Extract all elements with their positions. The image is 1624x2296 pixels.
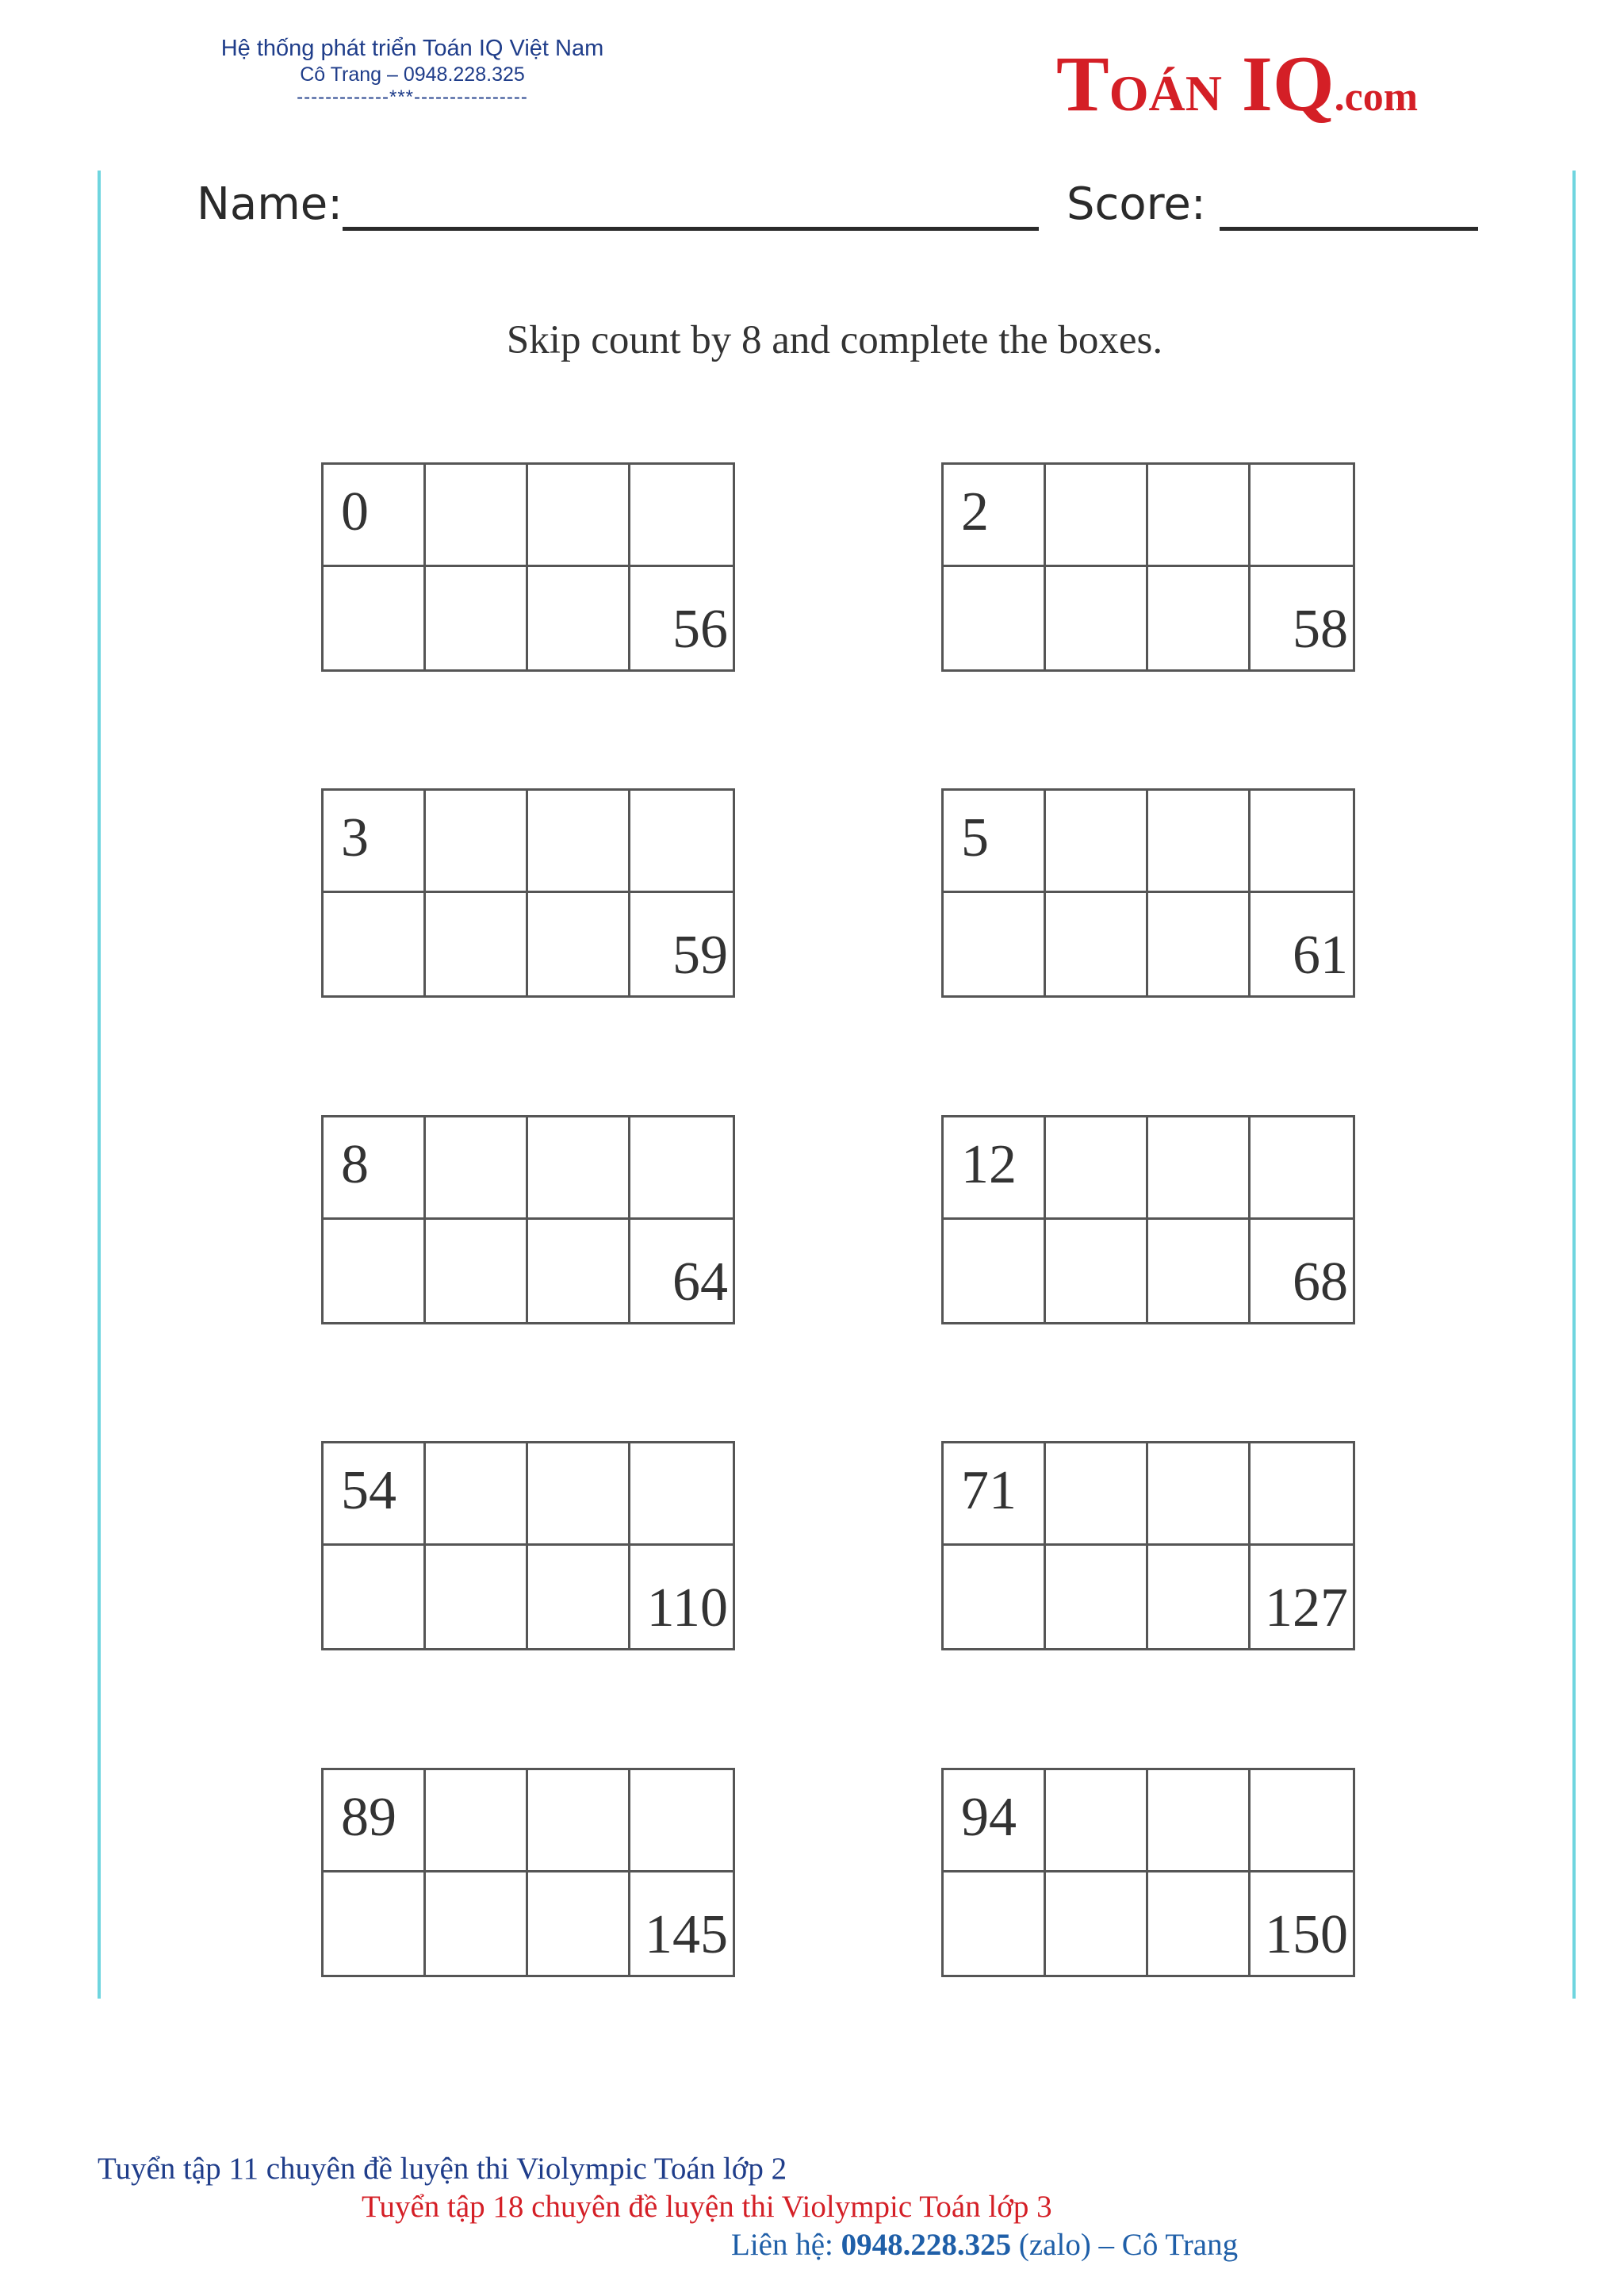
- grid-answer-box[interactable]: [630, 1443, 733, 1546]
- grid-answer-box[interactable]: [1046, 1117, 1148, 1220]
- grid-end-number: 127: [1265, 1577, 1348, 1639]
- grid-answer-box[interactable]: [1046, 465, 1148, 567]
- grid-answer-box[interactable]: [1046, 1220, 1148, 1322]
- grid-answer-box[interactable]: [528, 791, 630, 893]
- grid-start-number: 94: [944, 1770, 1046, 1872]
- grid-answer-box[interactable]: [528, 1220, 630, 1322]
- grid-start-number: 54: [324, 1443, 426, 1546]
- footer-contact-suffix: (zalo) – Cô Trang: [1011, 2228, 1239, 2262]
- footer-contact-prefix: Liên hệ:: [731, 2228, 841, 2262]
- grid-answer-box[interactable]: [1046, 791, 1148, 893]
- grid-answer-box[interactable]: [630, 465, 733, 567]
- grid-answer-box[interactable]: [630, 1770, 733, 1872]
- grid-answer-box[interactable]: [426, 1117, 528, 1220]
- footer-line-1: Tuyển tập 11 chuyên đề luyện thi Violympic Toán lớp 2: [98, 2152, 787, 2186]
- grid-start-number: 8: [324, 1117, 426, 1220]
- grid-end-number: 68: [1293, 1251, 1348, 1313]
- header-separator: -------------***----------------: [297, 86, 528, 108]
- logo-oan: OÁN: [1109, 65, 1222, 121]
- grid-answer-box[interactable]: [1046, 567, 1148, 669]
- grid-answer-box[interactable]: [1046, 1770, 1148, 1872]
- grid-answer-box[interactable]: [528, 1770, 630, 1872]
- grid-answer-box[interactable]: [1148, 1872, 1251, 1975]
- grid-answer-box[interactable]: [1251, 1443, 1353, 1546]
- grid-answer-box[interactable]: [528, 567, 630, 669]
- grid-answer-box[interactable]: [426, 893, 528, 995]
- grid-answer-box[interactable]: [1148, 893, 1251, 995]
- footer-line-3: [731, 2227, 1238, 2263]
- grid-answer-box[interactable]: [324, 1872, 426, 1975]
- grid-answer-box[interactable]: [528, 1117, 630, 1220]
- grid-answer-box[interactable]: [1046, 893, 1148, 995]
- grid-answer-box[interactable]: [944, 1546, 1046, 1648]
- grid-answer-box[interactable]: [1148, 1770, 1251, 1872]
- header-contact: Cô Trang – 0948.228.325: [300, 63, 525, 86]
- grid-answer-box[interactable]: [1251, 1770, 1353, 1872]
- grid-start-number: 3: [324, 791, 426, 893]
- skip-count-grid: [321, 1441, 735, 1650]
- grid-end-number: 145: [645, 1904, 728, 1965]
- grid-answer-box[interactable]: [1148, 465, 1251, 567]
- header-org-block: [182, 35, 642, 109]
- grid-answer-box[interactable]: [1251, 1117, 1353, 1220]
- grid-start-number: 0: [324, 465, 426, 567]
- grid-end-number: 59: [672, 925, 728, 986]
- grid-answer-box[interactable]: [1148, 567, 1251, 669]
- grid-answer-box[interactable]: [944, 1220, 1046, 1322]
- grid-answer-box[interactable]: [426, 1220, 528, 1322]
- header-org: Hệ thống phát triển Toán IQ Việt Nam: [220, 36, 604, 61]
- grid-answer-box[interactable]: [528, 1443, 630, 1546]
- grid-answer-box[interactable]: [426, 1443, 528, 1546]
- grid-answer-box[interactable]: [528, 1546, 630, 1648]
- grid-answer-box[interactable]: [1251, 791, 1353, 893]
- logo-iq: IQ: [1221, 40, 1335, 128]
- left-border-line: [98, 171, 101, 1999]
- grid-answer-box[interactable]: [944, 567, 1046, 669]
- grid-end-number: 56: [672, 599, 728, 660]
- grid-answer-box[interactable]: [426, 1770, 528, 1872]
- grid-answer-box[interactable]: [426, 567, 528, 669]
- grid-end-number: 61: [1293, 925, 1348, 986]
- grid-answer-box[interactable]: [1148, 1117, 1251, 1220]
- grid-answer-box[interactable]: [630, 1117, 733, 1220]
- grid-start-number: 89: [324, 1770, 426, 1872]
- grid-start-number: 12: [944, 1117, 1046, 1220]
- grid-answer-box[interactable]: [1148, 791, 1251, 893]
- grid-answer-box[interactable]: [1148, 1546, 1251, 1648]
- grid-answer-box[interactable]: [1148, 1443, 1251, 1546]
- grid-answer-box[interactable]: [426, 1546, 528, 1648]
- grid-answer-box[interactable]: [324, 1546, 426, 1648]
- grid-answer-box[interactable]: [324, 1220, 426, 1322]
- logo-t: T: [1056, 40, 1109, 128]
- skip-count-grid: [321, 462, 735, 672]
- footer-line-2: Tuyển tập 18 chuyên đề luyện thi Violympic Toán lớp 3: [362, 2190, 1052, 2224]
- grid-answer-box[interactable]: [1046, 1872, 1148, 1975]
- grid-end-number: 58: [1293, 599, 1348, 660]
- skip-count-grid: [321, 788, 735, 998]
- grid-answer-box[interactable]: [528, 893, 630, 995]
- grid-answer-box[interactable]: [1251, 465, 1353, 567]
- grid-answer-box[interactable]: [528, 1872, 630, 1975]
- grid-answer-box[interactable]: [1148, 1220, 1251, 1322]
- grid-answer-box[interactable]: [528, 465, 630, 567]
- score-field[interactable]: [1220, 227, 1478, 231]
- skip-count-grid: [941, 788, 1355, 998]
- grid-end-number: 150: [1265, 1904, 1348, 1965]
- grid-end-number: 64: [672, 1251, 728, 1313]
- grid-answer-box[interactable]: [324, 567, 426, 669]
- grid-answer-box[interactable]: [944, 893, 1046, 995]
- right-border-line: [1572, 171, 1576, 1999]
- grid-answer-box[interactable]: [944, 1872, 1046, 1975]
- name-label: Name:: [197, 178, 343, 230]
- grid-start-number: 2: [944, 465, 1046, 567]
- instruction: Skip count by 8 and complete the boxes.: [506, 318, 1163, 362]
- grid-answer-box[interactable]: [426, 791, 528, 893]
- skip-count-grid: [941, 1768, 1355, 1977]
- grid-answer-box[interactable]: [630, 791, 733, 893]
- skip-count-grid: [321, 1768, 735, 1977]
- grid-start-number: 5: [944, 791, 1046, 893]
- skip-count-grid: [941, 462, 1355, 672]
- grid-answer-box[interactable]: [426, 465, 528, 567]
- skip-count-grid: [941, 1115, 1355, 1324]
- grid-end-number: 110: [646, 1577, 728, 1639]
- logo-domain: .com: [1334, 75, 1419, 120]
- footer-phone: 0948.228.325: [841, 2228, 1012, 2262]
- score-label: Score:: [1067, 178, 1206, 230]
- skip-count-grid: [941, 1441, 1355, 1650]
- toaniq-logo: [1056, 38, 1418, 129]
- grid-answer-box[interactable]: [1046, 1546, 1148, 1648]
- grid-answer-box[interactable]: [1046, 1443, 1148, 1546]
- grid-start-number: 71: [944, 1443, 1046, 1546]
- grid-answer-box[interactable]: [426, 1872, 528, 1975]
- name-field[interactable]: [343, 227, 1039, 231]
- grid-answer-box[interactable]: [324, 893, 426, 995]
- skip-count-grid: [321, 1115, 735, 1324]
